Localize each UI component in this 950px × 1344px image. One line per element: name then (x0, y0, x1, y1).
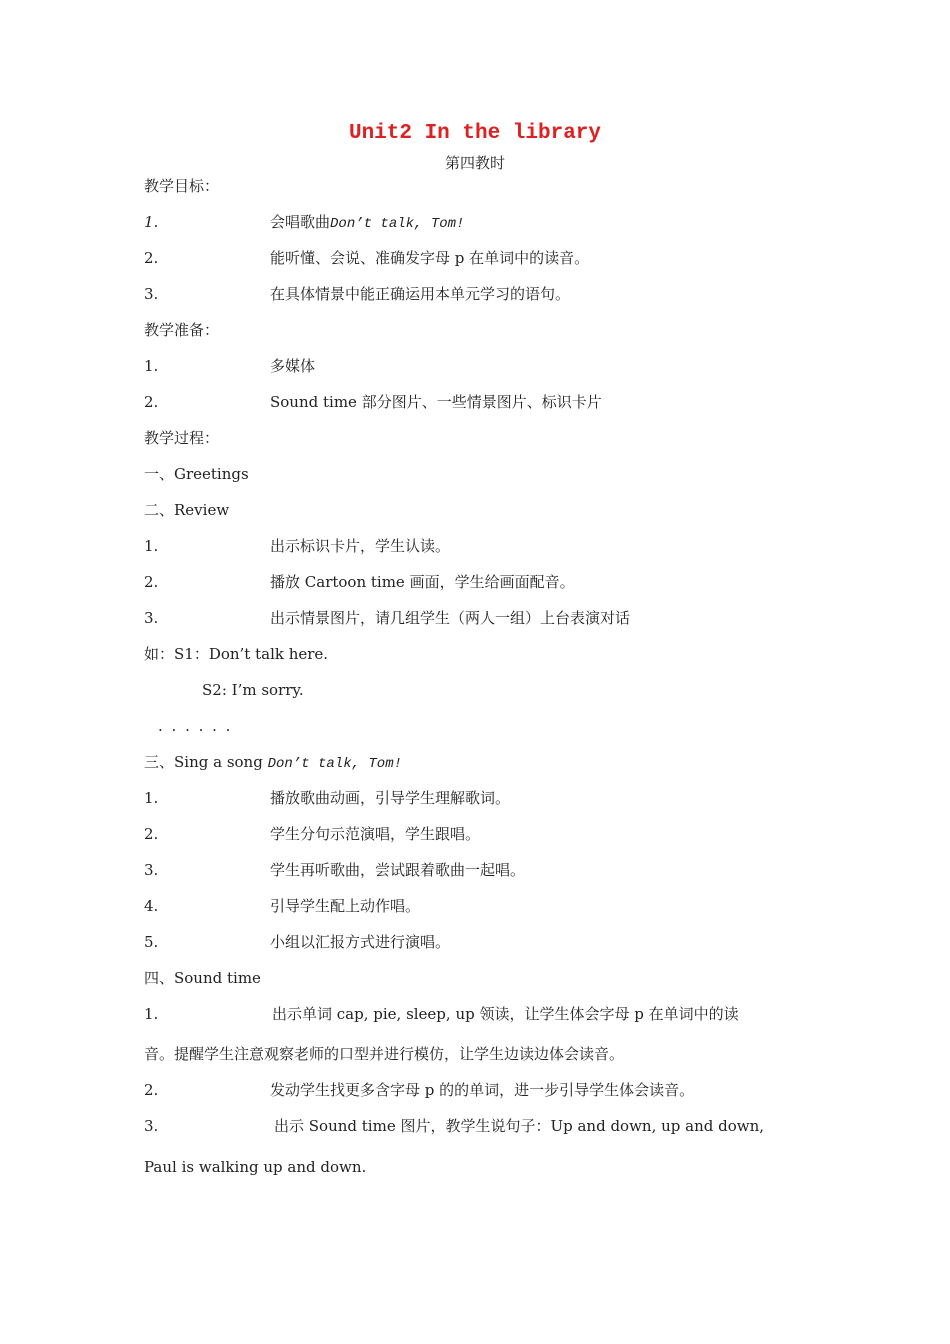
goal-1-label: 会唱歌曲 (270, 213, 331, 231)
sound-1-text-line1: 出示单词 cap, pie, sleep, up 领读，让学生体会字母 p 在单词中的读 (272, 1005, 739, 1023)
section-sound-time: 四、Sound time (144, 969, 261, 987)
prep-2-number: 2. (144, 393, 159, 411)
goal-1-text (270, 212, 464, 234)
sing-3-text: 学生再听歌曲，尝试跟着歌曲一起唱。 (270, 861, 526, 879)
section-sing-a-song (144, 752, 402, 774)
goal-1-song-title: Don’t talk, Tom! (330, 216, 465, 232)
review-1-number: 1. (144, 537, 159, 555)
sing-5-number: 5. (144, 933, 159, 951)
sound-3-number: 3. (144, 1117, 159, 1135)
section-sing-song-title: Don’t talk, Tom! (267, 756, 402, 772)
sing-3-number: 3. (144, 861, 159, 879)
sound-2-number: 2. (144, 1081, 159, 1099)
sing-2-text: 学生分句示范演唱，学生跟唱。 (270, 825, 481, 843)
goals-heading: 教学目标： (144, 177, 220, 195)
sing-4-text: 引导学生配上动作唱。 (270, 897, 421, 915)
review-2-text: 播放 Cartoon time 画面，学生给画面配音。 (270, 573, 575, 591)
section-review: 二、Review (144, 501, 230, 519)
goal-2-number: 2. (144, 249, 159, 267)
sing-5-text: 小组以汇报方式进行演唱。 (270, 933, 451, 951)
sing-1-text: 播放歌曲动画，引导学生理解歌词。 (270, 789, 511, 807)
goal-3-text: 在具体情景中能正确运用本单元学习的语句。 (270, 285, 571, 303)
prep-heading: 教学准备： (144, 321, 220, 339)
sing-4-number: 4. (144, 897, 159, 915)
sound-1-number: 1. (144, 1005, 159, 1023)
process-heading: 教学过程： (144, 429, 220, 447)
sound-3-text-line2: Paul is walking up and down. (144, 1158, 367, 1176)
review-3-text: 出示情景图片，请几组学生（两人一组）上台表演对话 (270, 609, 631, 627)
prep-1-number: 1. (144, 357, 159, 375)
dialogue-example-1: 如：S1：Don’t talk here. (144, 645, 329, 663)
sing-1-number: 1. (144, 789, 159, 807)
prep-2-text: Sound time 部分图片、一些情景图片、标识卡片 (270, 393, 602, 411)
sound-2-text: 发动学生找更多含字母 p 的的单词，进一步引导学生体会读音。 (270, 1081, 695, 1099)
section-sing-label: 三、Sing a song (144, 753, 268, 771)
document-subtitle: 第四教时 (444, 154, 505, 172)
review-2-number: 2. (144, 573, 159, 591)
review-1-text: 出示标识卡片，学生认读。 (270, 537, 451, 555)
goal-2-text: 能听懂、会说、准确发字母 p 在单词中的读音。 (270, 249, 590, 267)
goal-3-number: 3. (144, 285, 159, 303)
review-3-number: 3. (144, 609, 159, 627)
sound-1-text-line2: 音。提醒学生注意观察老师的口型并进行模仿，让学生边读边体会读音。 (144, 1045, 625, 1063)
section-greetings: 一、Greetings (144, 465, 249, 483)
prep-1-text: 多媒体 (270, 357, 316, 375)
sound-3-text-line1: 出示 Sound time 图片，教学生说句子：Up and down, up and down, (274, 1117, 765, 1135)
document-title: Unit2 In the library (348, 122, 602, 145)
dialogue-example-2: S2: I’m sorry. (202, 681, 304, 699)
sing-2-number: 2. (144, 825, 159, 843)
goal-1-number: 1. (144, 213, 159, 231)
dialogue-ellipsis: . . . . . . (158, 717, 233, 735)
